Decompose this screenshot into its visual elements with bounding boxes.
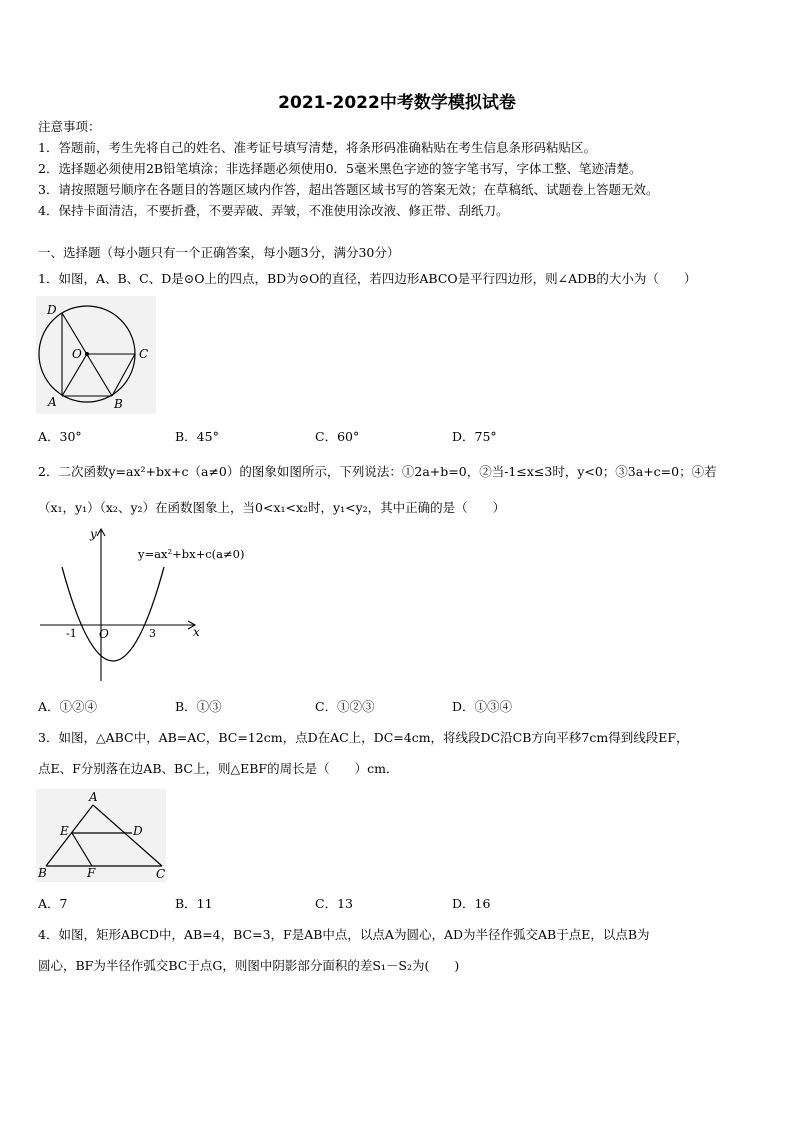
notice-heading: 注意事项：: [38, 119, 101, 134]
label-a: A: [89, 790, 98, 804]
question-3-stem-line1: 3．如图，△ABC中，AB=AC，BC=12cm，点D在AC上，DC=4cm，将线段DC沿CB方向平移7cm得到线段EF，: [38, 730, 689, 745]
page-title: 2021-2022中考数学模拟试卷: [278, 93, 516, 113]
label-c: C: [156, 867, 166, 881]
curve-label: y=ax²+bx+c(a≠0): [138, 547, 245, 561]
label-d: D: [133, 824, 143, 838]
question-2-stem-line1: 2．二次函数y=ax²+bx+c（a≠0）的图象如图所示，下列说法：①2a+b=0，②当-1≤x≤3时，y<0；③3a+c=0；④若: [38, 464, 717, 479]
label-a: A: [48, 395, 57, 409]
tick-three: 3: [149, 627, 156, 640]
label-b: B: [114, 397, 123, 411]
option-d: D．①③④: [452, 699, 513, 714]
option-a: A．7: [38, 896, 68, 911]
tick-minus-one: -1: [66, 627, 77, 640]
option-c: C．①②③: [315, 699, 375, 714]
question-4-stem-line2: 圆心，BF为半径作弧交BC于点G，则图中阴影部分面积的差S₁－S₂为( ): [38, 958, 460, 973]
option-c: C．13: [315, 896, 353, 911]
option-d: D．75°: [452, 429, 497, 444]
label-d: D: [47, 303, 57, 317]
question-1-figure: [36, 296, 156, 414]
option-c: C．60°: [315, 429, 360, 444]
option-b: B．45°: [175, 429, 219, 444]
label-b: B: [38, 866, 47, 880]
section-heading: 一、选择题（每小题只有一个正确答案，每小题3分，满分30分）: [38, 245, 400, 260]
option-b: B．11: [175, 896, 213, 911]
option-a: A．①②④: [38, 699, 98, 714]
question-2-stem-line2: （x₁，y₁）（x₂、y₂）在函数图象上，当0<x₁<x₂时，y₁<y₂，其中正确的是（ ）: [38, 500, 506, 515]
axis-y-label: y: [90, 527, 97, 541]
axis-x-label: x: [193, 625, 200, 639]
notice-item: 3．请按照题号顺序在各题目的答题区域内作答，超出答题区域书写的答案无效；在草稿纸、试题卷上答题无效。: [38, 182, 659, 197]
label-c: C: [139, 347, 149, 361]
origin-label: O: [99, 627, 109, 641]
option-b: B．①③: [175, 699, 222, 714]
notice-item: 2．选择题必须使用2B铅笔填涂；非选择题必须使用0．5毫米黑色字迹的签字笔书写，字体工整、笔迹清楚。: [38, 161, 642, 176]
option-a: A．30°: [38, 429, 82, 444]
question-3-figure: [36, 789, 166, 882]
question-4-stem-line1: 4．如图，矩形ABCD中，AB=4，BC=3，F是AB中点，以点A为圆心，AD为半径作弧交AB于点E，以点B为: [38, 927, 650, 942]
label-e: E: [60, 824, 69, 838]
label-o: O: [72, 347, 82, 361]
question-2-figure: [36, 525, 251, 685]
question-3-stem-line2: 点E、F分别落在边AB、BC上，则△EBF的周长是（ ）cm．: [38, 761, 399, 776]
question-1-stem: 1．如图，A、B、C、D是⊙O上的四点，BD为⊙O的直径，若四边形ABCO是平行四边形，则∠ADB的大小为（ ）: [38, 271, 697, 286]
label-f: F: [87, 866, 96, 880]
notice-item: 1．答题前，考生先将自己的姓名、准考证号填写清楚，将条形码准确粘贴在考生信息条形码粘贴区。: [38, 140, 596, 155]
notice-item: 4．保持卡面清洁，不要折叠，不要弄破、弄皱，不准使用涂改液、修正带、刮纸刀。: [38, 203, 509, 218]
option-d: D．16: [452, 896, 491, 911]
